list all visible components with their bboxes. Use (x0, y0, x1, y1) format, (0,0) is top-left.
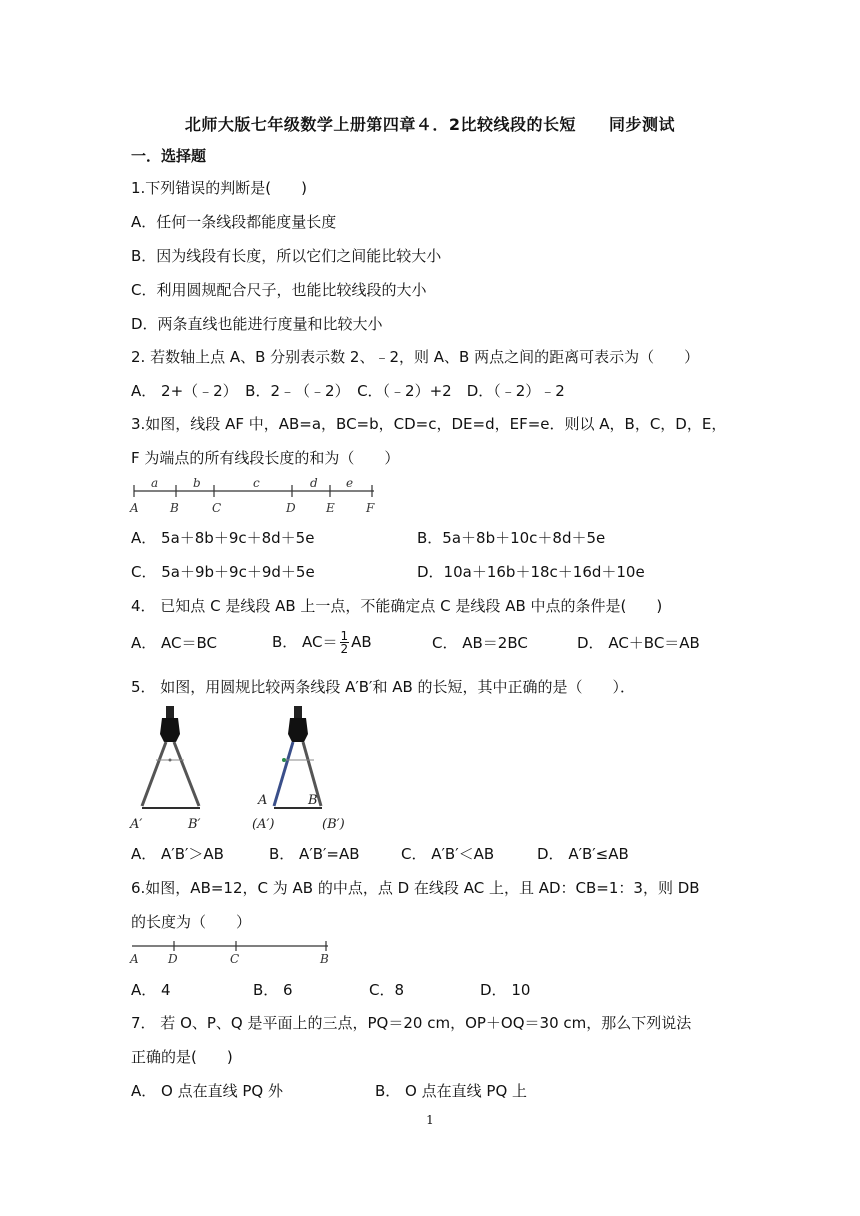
q4-option-a: A． AC＝BC (131, 634, 218, 652)
q6-point-label-b: B (320, 952, 329, 966)
q5-fig1-label-a-prime: A′ (130, 817, 143, 832)
segment-label-d: d (310, 476, 318, 490)
page-title: 北师大版七年级数学上册第四章４．2比较线段的长短 同步测试 (184, 115, 676, 134)
q4-option-d: D． AC＋BC＝AB (577, 634, 700, 652)
q5-option-d: D． A′B′≤AB (537, 845, 629, 863)
fraction-denominator: 2 (340, 642, 349, 656)
q5-fig1-label-b-prime: B′ (188, 817, 201, 832)
q3-option-b: B．5a＋8b＋10c＋8d＋5e (417, 529, 606, 547)
fraction-one-half (340, 630, 350, 655)
segment-label-c: c (253, 476, 260, 490)
q5-compass-figure (126, 702, 366, 834)
q1-option-b: B．因为线段有长度，所以它们之间能比较大小 (131, 247, 442, 265)
q3-option-d: D．10a＋16b＋18c＋16d＋10e (417, 563, 645, 581)
point-label-e: E (326, 501, 335, 515)
q3-stem-line2: F 为端点的所有线段长度的和为（ ） (131, 449, 400, 467)
segment-label-a: a (151, 476, 159, 490)
q1-option-a: A．任何一条线段都能度量长度 (131, 213, 337, 231)
q3-option-c: C． 5a＋9b＋9c＋9d＋5e (131, 563, 315, 581)
segment-label-e: e (346, 476, 354, 490)
section-heading: 一．选择题 (131, 147, 207, 165)
q2-options: A． 2+（﹣2） B．2﹣（﹣2） C．（﹣2）+2 D．（﹣2）﹣2 (131, 382, 565, 400)
q6-stem-line2: 的长度为（ ） (131, 913, 252, 931)
q5-option-b: B． A′B′=AB (269, 845, 360, 863)
fraction-numerator: 1 (340, 629, 349, 643)
q7-option-b: B． O 点在直线 PQ 上 (375, 1082, 528, 1100)
q5-option-a: A． A′B′＞AB (131, 845, 224, 863)
compass-2-icon (274, 706, 321, 806)
segment-label-b: b (193, 476, 201, 490)
q4-option-b (272, 624, 372, 660)
point-label-c: C (212, 501, 222, 515)
q4-option-c: C． AB＝2BC (432, 634, 528, 652)
q4-stem: 4． 已知点 C 是线段 AB 上一点，不能确定点 C 是线段 AB 中点的条件是( ) (131, 597, 663, 615)
q4-option-b-suffix: AB (351, 633, 372, 651)
q6-option-d: D． 10 (480, 981, 531, 999)
q7-stem-line1: 7． 若 O、P、Q 是平面上的三点，PQ＝20 cm，OP＋OQ＝30 cm，那么下列说法 (131, 1014, 692, 1032)
q1-stem: 1.下列错误的判断是( ) (131, 179, 308, 197)
q5-fig2-label-a: A (258, 793, 268, 808)
q6-segment-figure (128, 938, 338, 972)
q5-option-c: C． A′B′＜AB (401, 845, 495, 863)
q7-option-a: A． O 点在直线 PQ 外 (131, 1082, 283, 1100)
point-label-b: B (170, 501, 179, 515)
q5-fig2-label-b-prime: (B′) (322, 817, 345, 832)
q6-point-label-c: C (230, 952, 240, 966)
q6-option-a: A． 4 (131, 981, 171, 999)
q7-stem-line2: 正确的是( ) (131, 1048, 233, 1066)
q6-point-label-d: D (168, 952, 178, 966)
q4-option-b-prefix: B． AC＝ (272, 633, 338, 651)
point-label-f: F (366, 501, 375, 515)
q1-option-d: D．两条直线也能进行度量和比较大小 (131, 315, 383, 333)
q2-stem: 2. 若数轴上点 A、B 分别表示数 2、﹣2，则 A、B 两点之间的距离可表示为（ ） (131, 348, 700, 366)
q5-fig2-label-a-prime: (A′) (252, 817, 275, 832)
q6-point-label-a: A (130, 952, 139, 966)
q6-option-b: B． 6 (253, 981, 293, 999)
q3-segment-figure (128, 474, 388, 520)
q6-stem-line1: 6.如图，AB=12，C 为 AB 的中点，点 D 在线段 AC 上，且 AD：CB=1：3，则 DB (131, 879, 700, 897)
q6-option-c: C．8 (369, 981, 405, 999)
point-label-a: A (130, 501, 139, 515)
q5-stem: 5． 如图，用圆规比较两条线段 A′B′和 AB 的长短，其中正确的是（ ）． (131, 678, 636, 696)
q1-option-c: C．利用圆规配合尺子，也能比较线段的大小 (131, 281, 427, 299)
point-label-d: D (286, 501, 296, 515)
q5-fig2-label-b: B (308, 793, 318, 808)
q3-option-a: A． 5a＋8b＋9c＋8d＋5e (131, 529, 315, 547)
compass-1-icon (142, 706, 199, 806)
page-number: 1 (426, 1113, 434, 1127)
q3-stem-line1: 3.如图，线段 AF 中，AB=a，BC=b，CD=c，DE=d，EF=e．则以 A，B，C，D，E， (131, 415, 727, 433)
